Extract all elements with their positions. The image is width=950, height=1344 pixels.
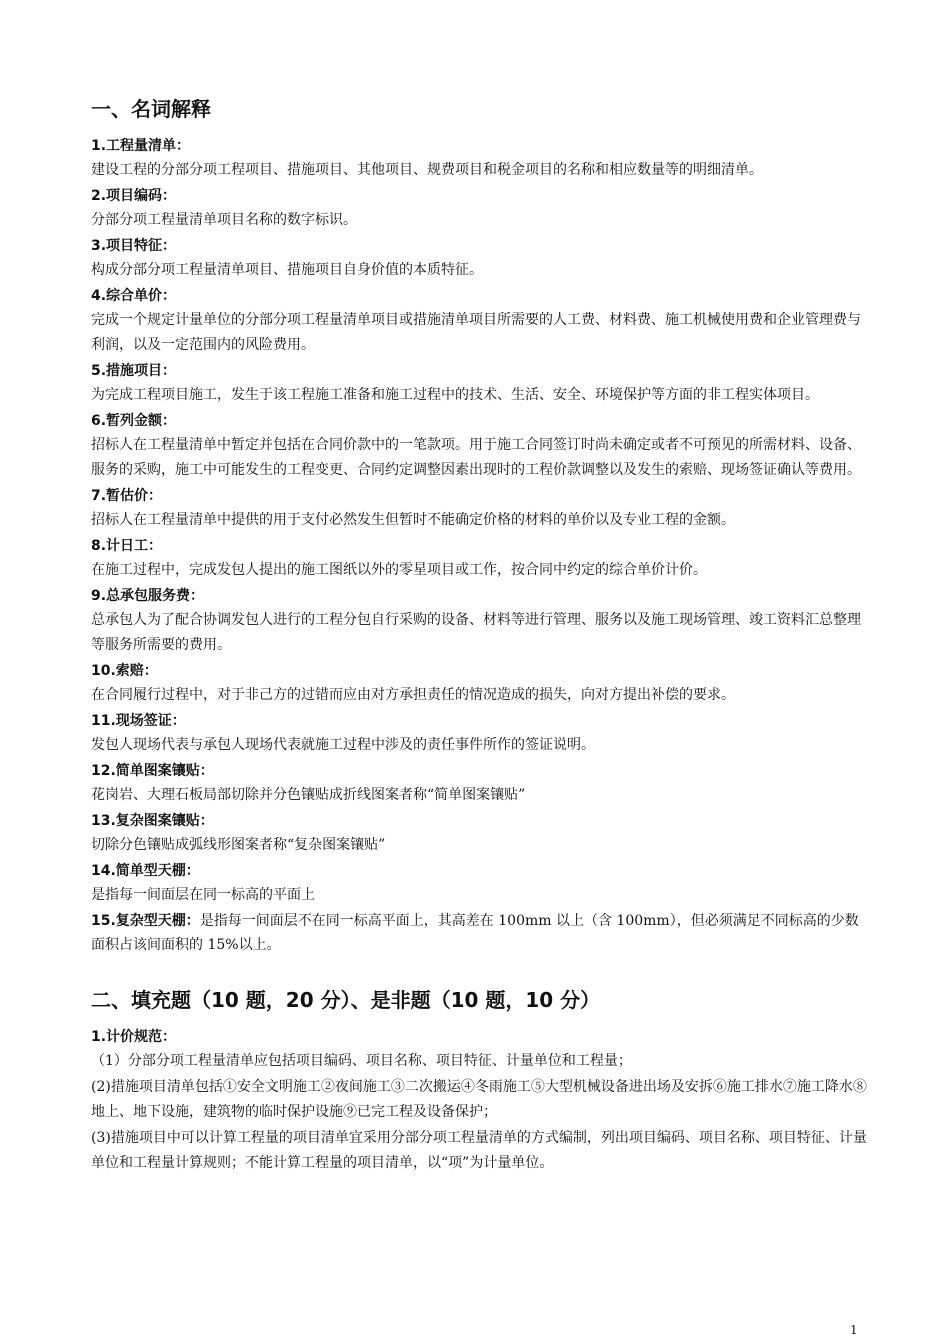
glossary-definition: 招标人在工程量清单中暂定并包括在合同价款中的一笔款项。用于施工合同签订时尚未确定或者不可预见的所需材料、设备、服务的采购，施工中可能发生的工程变更、合同约定调整因素出现时的工程价款调整以及发生的索赔、现场签证确认等费用。 (91, 437, 861, 478)
page-number: 1 (850, 1323, 858, 1337)
glossary-term: 15.复杂型天棚： (91, 913, 200, 929)
glossary-definition: 切除分色镶贴成弧线形图案者称“复杂图案镶贴” (91, 837, 386, 853)
glossary-term: 1.工程量清单： (91, 138, 191, 154)
glossary-definition: 总承包人为了配合协调发包人进行的工程分包自行采购的设备、材料等进行管理、服务以及施工现场管理、竣工资料汇总整理等服务所需要的费用。 (91, 612, 861, 653)
glossary-term: 6.暂列金额： (91, 413, 177, 429)
glossary-definition: 完成一个规定计量单位的分部分项工程量清单项目或措施清单项目所需要的人工费、材料费、施工机械使用费和企业管理费与利润，以及一定范围内的风险费用。 (91, 312, 861, 353)
glossary-item-15 (91, 909, 871, 957)
section-2-lines (91, 1049, 871, 1176)
glossary-term: 7.暂估价： (91, 488, 163, 504)
glossary-definition: 分部分项工程量清单项目名称的数字标识。 (91, 212, 357, 228)
glossary-definition: 在合同履行过程中，对于非己方的过错而应由对方承担责任的情况造成的损失，向对方提出补偿的要求。 (91, 687, 735, 703)
glossary-definition: 是指每一间面层在同一标高的平面上 (91, 887, 315, 903)
glossary-term: 10.索赔： (91, 663, 158, 679)
glossary-definition: 在施工过程中，完成发包人提出的施工图纸以外的零星项目或工作，按合同中约定的综合单价计价。 (91, 562, 707, 578)
section-1-heading: 一、名词解释 (91, 97, 211, 121)
glossary-definition: 构成分部分项工程量清单项目、措施项目自身价值的本质特征。 (91, 262, 483, 278)
glossary-term: 2.项目编码： (91, 188, 177, 204)
glossary-term: 9.总承包服务费： (91, 588, 205, 604)
glossary-term: 13.复杂图案镶贴： (91, 813, 214, 829)
section-2-heading: 二、填充题（10 题，20 分）、是非题（10 题，10 分） (91, 988, 601, 1012)
glossary-list (91, 134, 871, 908)
glossary-term: 14.简单型天棚： (91, 863, 200, 879)
glossary-definition: 发包人现场代表与承包人现场代表就施工过程中涉及的责任事件所作的签证说明。 (91, 737, 595, 753)
glossary-term: 12.简单图案镶贴： (91, 763, 214, 779)
glossary-definition: 是指每一间面层不在同一标高平面上，其高差在 100mm 以上（含 100mm），但必须满足不同标高的少数面积占该间面积的 15%以上。 (91, 913, 859, 953)
glossary-term: 11.现场签证： (91, 713, 186, 729)
glossary-term: 8.计日工： (91, 538, 163, 554)
glossary-definition: 花岗岩、大理石板局部切除并分色镶贴成折线图案者称“简单图案镶贴” (91, 787, 526, 803)
glossary-definition: 招标人在工程量清单中提供的用于支付必然发生但暂时不能确定价格的材料的单价以及专业工程的金额。 (91, 512, 735, 528)
document-page (91, 94, 871, 1177)
section-2-line: (3)措施项目中可以计算工程量的项目清单宜采用分部分项工程量清单的方式编制，列出项目编码、项目名称、项目特征、计量单位和工程量计算规则；不能计算工程量的项目清单，以“项”为计量单位。 (91, 1130, 867, 1171)
glossary-definition: 为完成工程项目施工，发生于该工程施工准备和施工过程中的技术、生活、安全、环境保护等方面的非工程实体项目。 (91, 387, 819, 403)
section-2-line: （1）分部分项工程量清单应包括项目编码、项目名称、项目特征、计量单位和工程量； (91, 1053, 632, 1069)
glossary-term: 3.项目特征： (91, 238, 177, 254)
glossary-definition: 建设工程的分部分项工程项目、措施项目、其他项目、规费项目和税金项目的名称和相应数量等的明细清单。 (91, 162, 763, 178)
section-2-line: (2)措施项目清单包括①安全文明施工②夜间施工③二次搬运④冬雨施工⑤大型机械设备进出场及安拆⑥施工排水⑦施工降水⑧地上、地下设施，建筑物的临时保护设施⑨已完工程及设备保护； (91, 1079, 867, 1120)
section-2-subterm: 1.计价规范： (91, 1029, 177, 1045)
glossary-term: 4.综合单价： (91, 288, 177, 304)
glossary-term: 5.措施项目： (91, 363, 177, 379)
